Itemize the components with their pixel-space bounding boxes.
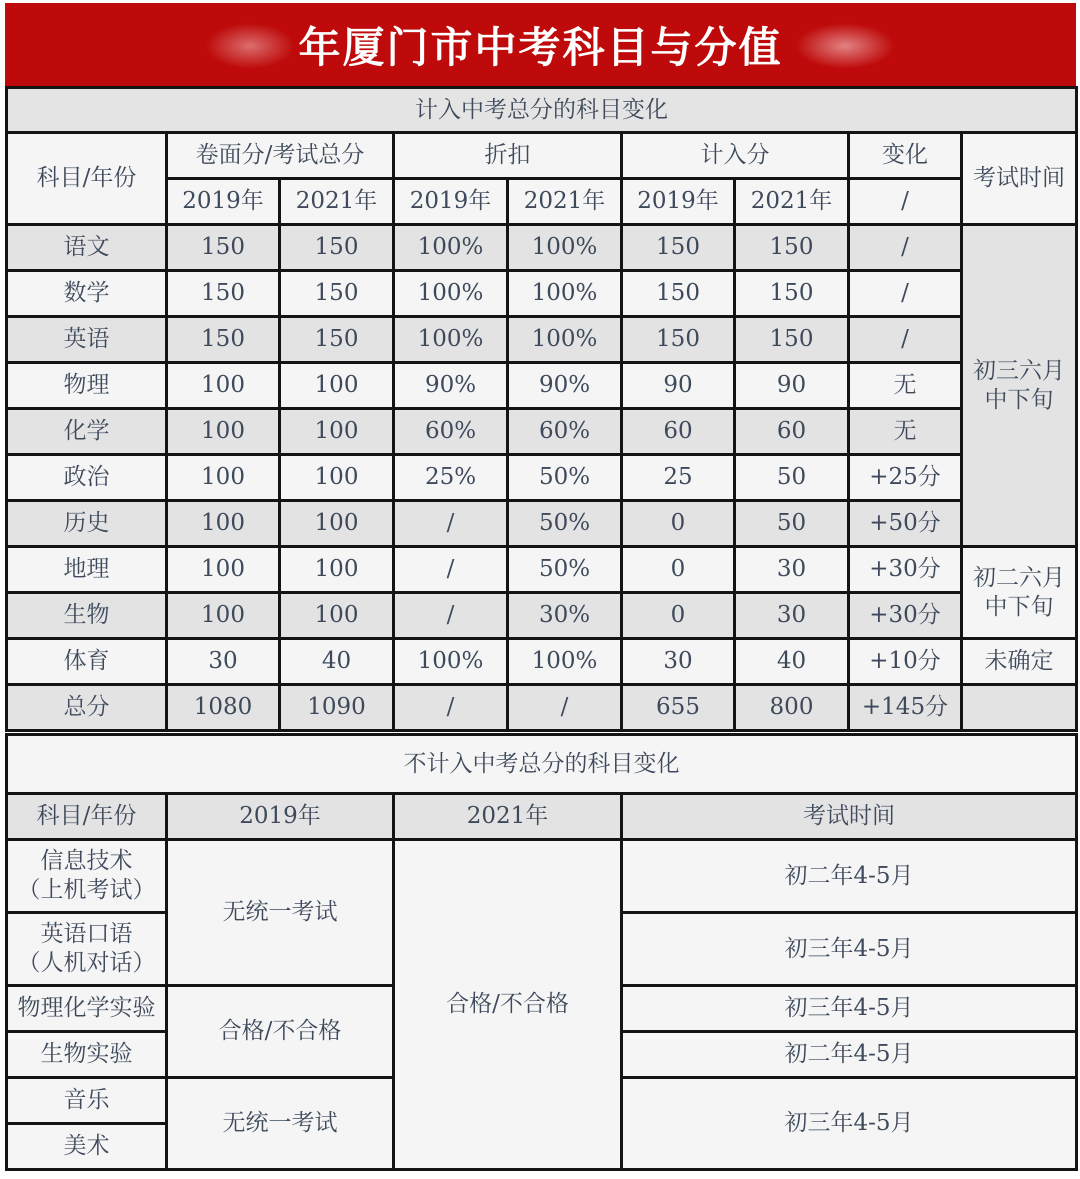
header-counted-score: 计入分 bbox=[622, 133, 849, 179]
counted-2019-cell: 90 bbox=[622, 363, 735, 409]
counted-2019-cell: 60 bbox=[622, 409, 735, 455]
exam-time-text: 初二六月中下旬 bbox=[973, 564, 1066, 620]
counted-2021-cell: 50 bbox=[735, 455, 849, 501]
counted-2021-cell: 800 bbox=[735, 685, 849, 731]
section-title-uncounted: 不计入中考总分的科目变化 bbox=[7, 735, 1077, 794]
paper-2021-cell: 100 bbox=[280, 501, 394, 547]
subject-cell bbox=[7, 913, 167, 986]
header-counted-2019: 2019年 bbox=[622, 179, 735, 225]
subject-line: 英语口语 bbox=[40, 921, 133, 948]
exam-time-text: 初三六月中下旬 bbox=[973, 357, 1066, 413]
header-2019: 2019年 bbox=[167, 794, 394, 840]
subject-cell: 英语 bbox=[7, 317, 167, 363]
counted-2019-cell: 0 bbox=[622, 593, 735, 639]
discount-2021-cell: 100% bbox=[508, 225, 622, 271]
paper-2021-cell: 150 bbox=[280, 317, 394, 363]
table-row bbox=[7, 501, 1077, 547]
table-row bbox=[7, 455, 1077, 501]
discount-2019-cell: 100% bbox=[394, 639, 508, 685]
subject-cell: 物理 bbox=[7, 363, 167, 409]
paper-2021-cell: 150 bbox=[280, 225, 394, 271]
counted-2021-cell: 50 bbox=[735, 501, 849, 547]
page-title: 年厦门市中考科目与分值 bbox=[298, 23, 783, 72]
counted-2021-cell: 30 bbox=[735, 593, 849, 639]
exam-time-grade9 bbox=[962, 225, 1077, 547]
change-cell: +10分 bbox=[849, 639, 962, 685]
discount-2019-cell: 25% bbox=[394, 455, 508, 501]
paper-2021-cell: 1090 bbox=[280, 685, 394, 731]
header-counted-2021: 2021年 bbox=[735, 179, 849, 225]
header-paper-2019: 2019年 bbox=[167, 179, 280, 225]
paper-2019-cell: 100 bbox=[167, 547, 280, 593]
table-row bbox=[7, 639, 1077, 685]
subject-cell: 生物 bbox=[7, 593, 167, 639]
paper-2021-cell: 100 bbox=[280, 409, 394, 455]
subject-line: （人机对话） bbox=[17, 950, 156, 976]
discount-2019-cell: / bbox=[394, 547, 508, 593]
paper-2019-cell: 150 bbox=[167, 271, 280, 317]
counted-2019-cell: 150 bbox=[622, 317, 735, 363]
paper-2019-cell: 30 bbox=[167, 639, 280, 685]
subject-cell: 政治 bbox=[7, 455, 167, 501]
change-cell: +25分 bbox=[849, 455, 962, 501]
paper-2021-cell: 100 bbox=[280, 455, 394, 501]
paper-2021-cell: 100 bbox=[280, 547, 394, 593]
paper-2019-cell: 100 bbox=[167, 363, 280, 409]
change-cell: / bbox=[849, 317, 962, 363]
header-change: 变化 bbox=[849, 133, 962, 179]
counted-2019-cell: 25 bbox=[622, 455, 735, 501]
change-cell: 无 bbox=[849, 409, 962, 455]
change-cell: +145分 bbox=[849, 685, 962, 731]
header-discount-2021: 2021年 bbox=[508, 179, 622, 225]
subject-cell: 历史 bbox=[7, 501, 167, 547]
paper-2021-cell: 40 bbox=[280, 639, 394, 685]
discount-2021-cell: / bbox=[508, 685, 622, 731]
change-cell: / bbox=[849, 225, 962, 271]
discount-2021-cell: 60% bbox=[508, 409, 622, 455]
paper-2021-cell: 100 bbox=[280, 363, 394, 409]
subject-cell: 语文 bbox=[7, 225, 167, 271]
paper-2019-cell: 150 bbox=[167, 225, 280, 271]
section-title-counted: 计入中考总分的科目变化 bbox=[7, 88, 1077, 133]
exam-time-cell: 初二年4-5月 bbox=[622, 840, 1077, 913]
subject-cell: 地理 bbox=[7, 547, 167, 593]
counted-2021-cell: 40 bbox=[735, 639, 849, 685]
subject-cell: 音乐 bbox=[7, 1078, 167, 1124]
subject-cell: 生物实验 bbox=[7, 1032, 167, 1078]
header-exam-time: 考试时间 bbox=[622, 794, 1077, 840]
exam-time-cell: 初三年4-5月 bbox=[622, 913, 1077, 986]
discount-2021-cell: 100% bbox=[508, 639, 622, 685]
paper-2019-cell: 100 bbox=[167, 593, 280, 639]
exam-time-cell: 初二年4-5月 bbox=[622, 1032, 1077, 1078]
subject-cell: 数学 bbox=[7, 271, 167, 317]
header-paper-2021: 2021年 bbox=[280, 179, 394, 225]
header-change-sub: / bbox=[849, 179, 962, 225]
music-art-2019-cell: 无统一考试 bbox=[167, 1078, 394, 1170]
experiments-2019-cell: 合格/不合格 bbox=[167, 986, 394, 1078]
discount-2019-cell: / bbox=[394, 501, 508, 547]
counted-subjects-table bbox=[5, 86, 1078, 732]
uncounted-subjects-table bbox=[5, 733, 1078, 1171]
discount-2019-cell: 60% bbox=[394, 409, 508, 455]
discount-2021-cell: 50% bbox=[508, 547, 622, 593]
header-paper-score: 卷面分/考试总分 bbox=[167, 133, 394, 179]
counted-2021-cell: 150 bbox=[735, 225, 849, 271]
discount-2019-cell: / bbox=[394, 685, 508, 731]
info-english-2019-cell: 无统一考试 bbox=[167, 840, 394, 986]
title-banner bbox=[5, 3, 1076, 88]
paper-2019-cell: 100 bbox=[167, 455, 280, 501]
counted-2019-cell: 150 bbox=[622, 271, 735, 317]
change-cell: +30分 bbox=[849, 547, 962, 593]
table-row bbox=[7, 317, 1077, 363]
exam-time-pe: 未确定 bbox=[962, 639, 1077, 685]
paper-2019-cell: 100 bbox=[167, 501, 280, 547]
header-discount-2019: 2019年 bbox=[394, 179, 508, 225]
counted-2021-cell: 150 bbox=[735, 317, 849, 363]
table-row bbox=[7, 840, 1077, 913]
table-row bbox=[7, 409, 1077, 455]
header-discount: 折扣 bbox=[394, 133, 622, 179]
header-2021: 2021年 bbox=[394, 794, 622, 840]
counted-2021-cell: 60 bbox=[735, 409, 849, 455]
exam-time-grade8 bbox=[962, 547, 1077, 639]
discount-2021-cell: 90% bbox=[508, 363, 622, 409]
table-row bbox=[7, 547, 1077, 593]
counted-2021-cell: 150 bbox=[735, 271, 849, 317]
blurred-region bbox=[795, 23, 895, 69]
counted-2019-cell: 655 bbox=[622, 685, 735, 731]
discount-2019-cell: 100% bbox=[394, 317, 508, 363]
counted-2021-cell: 30 bbox=[735, 547, 849, 593]
subject-cell: 化学 bbox=[7, 409, 167, 455]
change-cell: / bbox=[849, 271, 962, 317]
subject-cell bbox=[7, 840, 167, 913]
discount-2019-cell: / bbox=[394, 593, 508, 639]
header-subject-year: 科目/年份 bbox=[7, 794, 167, 840]
table-row-total bbox=[7, 685, 1077, 731]
counted-2019-cell: 0 bbox=[622, 547, 735, 593]
discount-2021-cell: 100% bbox=[508, 271, 622, 317]
discount-2021-cell: 30% bbox=[508, 593, 622, 639]
change-cell: +50分 bbox=[849, 501, 962, 547]
counted-2019-cell: 0 bbox=[622, 501, 735, 547]
change-cell: +30分 bbox=[849, 593, 962, 639]
counted-2021-cell: 90 bbox=[735, 363, 849, 409]
discount-2019-cell: 100% bbox=[394, 225, 508, 271]
exam-time-cell: 初三年4-5月 bbox=[622, 1078, 1077, 1170]
table-row bbox=[7, 363, 1077, 409]
header-exam-time: 考试时间 bbox=[962, 133, 1077, 225]
table-row bbox=[7, 593, 1077, 639]
subject-cell: 物理化学实验 bbox=[7, 986, 167, 1032]
all-2021-cell: 合格/不合格 bbox=[394, 840, 622, 1170]
subject-cell: 体育 bbox=[7, 639, 167, 685]
subject-line: 信息技术 bbox=[40, 848, 133, 875]
paper-2019-cell: 100 bbox=[167, 409, 280, 455]
table-row bbox=[7, 271, 1077, 317]
discount-2021-cell: 50% bbox=[508, 455, 622, 501]
discount-2019-cell: 100% bbox=[394, 271, 508, 317]
table-row bbox=[7, 225, 1077, 271]
subject-cell: 总分 bbox=[7, 685, 167, 731]
paper-2019-cell: 1080 bbox=[167, 685, 280, 731]
subject-cell: 美术 bbox=[7, 1124, 167, 1170]
exam-time-cell: 初三年4-5月 bbox=[622, 986, 1077, 1032]
subject-line: （上机考试） bbox=[17, 877, 156, 903]
counted-2019-cell: 150 bbox=[622, 225, 735, 271]
header-subject-year: 科目/年份 bbox=[7, 133, 167, 225]
change-cell: 无 bbox=[849, 363, 962, 409]
paper-2019-cell: 150 bbox=[167, 317, 280, 363]
discount-2021-cell: 100% bbox=[508, 317, 622, 363]
discount-2021-cell: 50% bbox=[508, 501, 622, 547]
counted-2019-cell: 30 bbox=[622, 639, 735, 685]
discount-2019-cell: 90% bbox=[394, 363, 508, 409]
paper-2021-cell: 100 bbox=[280, 593, 394, 639]
exam-time-total bbox=[962, 685, 1077, 731]
paper-2021-cell: 150 bbox=[280, 271, 394, 317]
